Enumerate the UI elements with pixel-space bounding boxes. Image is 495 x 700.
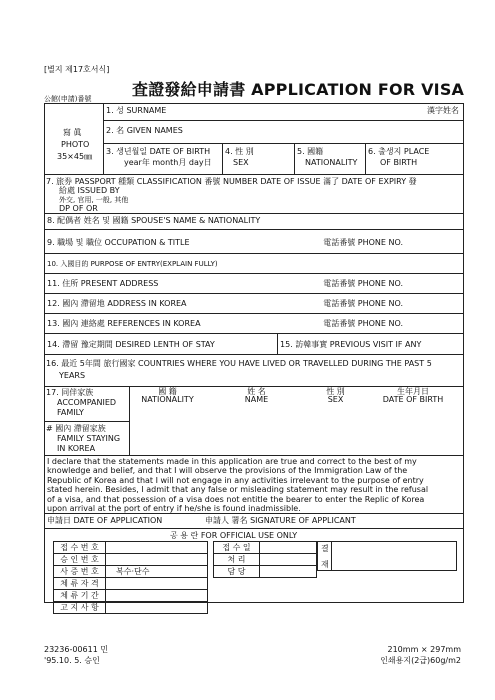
notice-value[interactable] — [106, 602, 208, 614]
accompanied-label-ko: 17. 同伴家族 — [46, 388, 94, 397]
name-fields — [103, 104, 463, 174]
previous-visit-label: 15. 訪韓事實 PREVIOUS VISIT IF ANY — [280, 340, 422, 349]
dob-sub-label: year年 month月 day日 — [124, 158, 212, 167]
receipt-date-value[interactable] — [260, 542, 317, 554]
references-field[interactable] — [45, 313, 463, 333]
issued-by-label: 給處 ISSUED BY — [59, 186, 120, 195]
approval-label-1: 결 — [321, 544, 329, 553]
status-of-stay-label: 체 류 자 격 — [54, 578, 106, 590]
table-row[interactable] — [130, 405, 463, 415]
date-of-application-label[interactable]: 申請日 DATE OF APPLICATION — [47, 516, 163, 525]
declaration-line: knowledge and belief, and that I will observe the provisions of the Immigration Law of the — [47, 466, 408, 476]
declaration-text — [47, 457, 428, 513]
personal-info-block — [45, 104, 463, 174]
photo-size: 35×45㎜ — [57, 152, 93, 161]
purpose-field[interactable] — [45, 253, 463, 273]
family-labels — [45, 387, 129, 455]
nationality-field[interactable] — [294, 144, 365, 174]
processing-label: 처 리 — [214, 554, 260, 566]
officer-value[interactable] — [260, 566, 317, 578]
photo-label-en: PHOTO — [61, 140, 90, 149]
visa-no-label: 사 증 번 호 — [54, 566, 106, 578]
official-number-label: 公館(申請)番號 — [44, 95, 92, 103]
footer-paper-spec: 인쇄용지(2급)60g/m2 — [380, 656, 461, 665]
nationality-sub-label: NATIONALITY — [305, 158, 358, 167]
length-of-stay-label: 14. 滯留 豫定期間 DESIRED LENTH OF STAY — [47, 340, 215, 349]
stay-row — [45, 333, 463, 354]
countries-label-cont: YEARS — [59, 371, 86, 380]
staying-label-ko: # 國內 滯留家族 — [46, 424, 106, 433]
footer-approval: '95.10. 5. 승인 — [44, 656, 100, 665]
official-left-grid — [53, 541, 208, 614]
photo-box — [45, 104, 103, 174]
surname-field[interactable] — [104, 104, 463, 121]
sex-field[interactable] — [222, 144, 294, 174]
staying-label-en2: IN KOREA — [57, 444, 96, 453]
date-of-birth-field[interactable] — [104, 144, 222, 174]
official-use-block — [45, 528, 463, 612]
pob-sub-label: OF BIRTH — [380, 158, 418, 167]
col-dob: 生年月日 DATE OF BIRTH — [382, 387, 444, 404]
passport-types-ko: 外交, 官用, 一般, 其他 — [59, 196, 129, 204]
birth-row — [104, 144, 463, 174]
accompanied-label-en2: FAMILY — [57, 408, 84, 417]
signature-row — [45, 513, 463, 528]
receipt-no-value[interactable] — [106, 542, 208, 554]
period-of-stay-value[interactable] — [106, 590, 208, 602]
passport-label: 7. 旅券 PASSPORT 種類 CLASSIFICATION 番號 NUMBER DATE OF ISSUE 滿了 DATE OF EXPIRY 發 — [46, 177, 417, 186]
given-names-label: 2. 名 GIVEN NAMES — [106, 126, 183, 135]
purpose-label: 10. 入國目的 PURPOSE OF ENTRY(EXPLAIN FULLY) — [47, 260, 218, 268]
previous-visit-field[interactable] — [277, 334, 463, 354]
approval-box[interactable] — [317, 541, 457, 571]
passport-types-en: DP OF OR — [59, 204, 98, 213]
family-header-row — [130, 387, 463, 405]
footer-paper-size: 210mm × 297mm — [387, 645, 461, 654]
signature-label[interactable]: 申請人 署名 SIGNATURE OF APPLICANT — [205, 516, 356, 525]
approval-no-label: 승 인 번 호 — [54, 554, 106, 566]
sex-label: 4. 性 別 — [225, 147, 254, 156]
approval-no-value[interactable] — [106, 554, 208, 566]
present-address-label: 11. 住所 PRESENT ADDRESS — [47, 279, 159, 288]
official-use-title: 공 용 란 FOR OFFICIAL USE ONLY — [170, 531, 298, 540]
receipt-date-label: 접 수 일 — [214, 542, 260, 554]
spouse-field[interactable] — [45, 213, 463, 229]
processing-value[interactable] — [260, 554, 317, 566]
address-phone-label: 電話番號 PHONE NO. — [323, 279, 403, 288]
family-block — [45, 386, 463, 455]
countries-field[interactable] — [45, 354, 463, 386]
receipt-no-label: 접 수 번 호 — [54, 542, 106, 554]
table-row[interactable] — [130, 425, 463, 435]
occupation-label: 9. 職場 및 職位 OCCUPATION & TITLE — [47, 238, 190, 247]
spouse-label: 8. 配偶者 姓名 및 國籍 SPOUSE'S NAME & NATIONALITY — [47, 216, 261, 225]
countries-label: 16. 最近 5年間 旅行國家 COUNTRIES WHERE YOU HAVE LIVED OR TRAVELLED DURING THE PAST 5 — [46, 359, 432, 368]
surname-label: 1. 성 SURNAME — [106, 106, 167, 115]
notice-label: 고 지 사 항 — [54, 602, 106, 614]
occupation-phone-label: 電話番號 PHONE NO. — [323, 238, 403, 247]
official-mid-grid — [213, 541, 317, 578]
declaration-line: Republic of Korea and that I will not engage in any activities irrelevant to the purpose of entry — [47, 475, 424, 485]
officer-label: 담 당 — [214, 566, 260, 578]
declaration-block — [45, 455, 463, 513]
single-multi-label[interactable]: 복수·단수 — [106, 566, 208, 578]
col-sex: 性 別 SEX — [326, 387, 345, 404]
pob-label: 6. 출생지 PLACE — [368, 147, 430, 156]
footer-code: 23236-00611 민 — [44, 645, 109, 654]
korea-address-label: 12. 國內 滯留地 ADDRESS IN KOREA — [47, 299, 187, 308]
declaration-line: upon arrival at the port of entry if he/she is found inadmissible. — [47, 504, 301, 514]
given-names-field[interactable] — [104, 121, 463, 144]
approval-label-2: 재 — [321, 560, 329, 569]
col-name: 姓 名 NAME — [244, 387, 269, 404]
period-of-stay-label: 체 류 기 간 — [54, 590, 106, 602]
col-nationality: 國 籍 NATIONALITY — [141, 387, 194, 404]
table-row[interactable] — [130, 415, 463, 425]
page-title: 査證發給申請書 APPLICATION FOR VISA — [132, 80, 465, 99]
form-number: [별지 제17호서식] — [44, 65, 110, 74]
references-phone-label: 電話番號 PHONE NO. — [323, 319, 403, 328]
nationality-label: 5. 國籍 — [297, 147, 324, 156]
present-address-field[interactable] — [45, 273, 463, 293]
staying-label-en: FAMILY STAYING — [57, 434, 121, 443]
length-of-stay-field[interactable] — [45, 334, 277, 354]
hanja-name-label: 漢字姓名 — [427, 106, 459, 115]
references-label: 13. 國內 連絡處 REFERENCES IN KOREA — [47, 319, 201, 328]
korea-address-phone-label: 電話番號 PHONE NO. — [323, 299, 403, 308]
korea-address-field[interactable] — [45, 293, 463, 313]
sex-sub-label: SEX — [233, 158, 249, 167]
declaration-line: stated herein. Besides, I admit that any false or misleading statement may result in the refusal — [47, 485, 429, 495]
passport-field[interactable] — [45, 174, 463, 213]
family-grid — [130, 387, 463, 455]
declaration-line: of a visa, and that possession of a visa does not entitle the bearer to enter the Replic of Korea — [47, 494, 425, 504]
visa-application-form — [44, 103, 464, 612]
dob-label: 3. 생년월일 DATE OF BIRTH — [106, 147, 211, 156]
family-table — [129, 387, 463, 455]
photo-label-ko: 寫 眞 — [63, 128, 82, 137]
accompanied-label-en: ACCOMPANIED — [57, 398, 117, 407]
status-of-stay-value[interactable] — [106, 578, 208, 590]
table-row[interactable] — [130, 435, 463, 445]
declaration-line: I declare that the statements made in this application are true and correct to the best of my — [47, 457, 417, 466]
table-row[interactable] — [130, 445, 463, 455]
place-of-birth-field[interactable] — [365, 144, 463, 174]
occupation-field[interactable] — [45, 229, 463, 253]
